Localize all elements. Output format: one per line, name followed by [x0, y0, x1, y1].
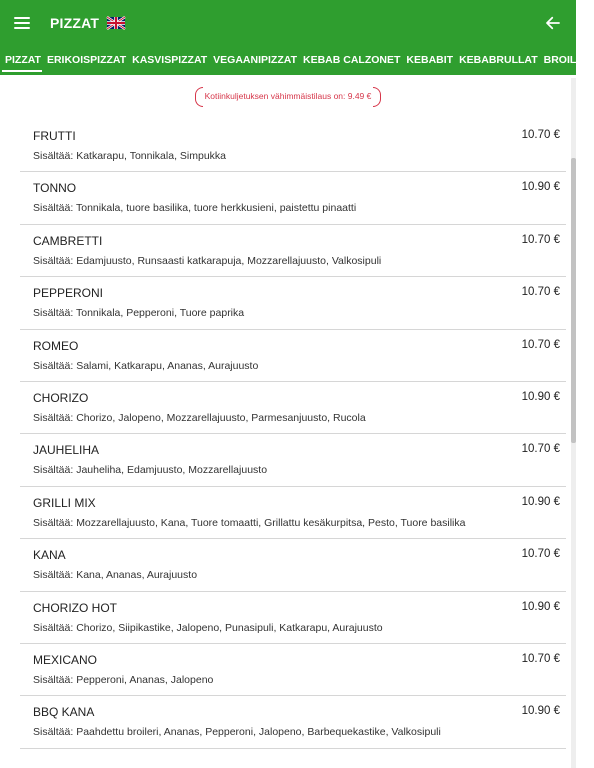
item-price: 10.90 €: [521, 495, 560, 508]
item-name: JAUHELIHA: [33, 443, 100, 458]
item-description: Sisältää: Katkarapu, Tonnikala, Simpukka: [33, 150, 226, 162]
item-name: TONNO: [33, 181, 77, 196]
item-description: Sisältää: Salami, Katkarapu, Ananas, Aurajuusto: [33, 359, 259, 372]
item-price: 10.70 €: [521, 652, 560, 665]
list-item[interactable]: [20, 330, 566, 382]
list-item[interactable]: [20, 172, 566, 224]
min-order-text: Kotiinkuljetuksen vähimmäistilaus on: 9.49 €: [195, 88, 382, 104]
menu-list: [20, 120, 566, 749]
list-item[interactable]: [20, 644, 566, 696]
item-name: BBQ KANA: [33, 705, 95, 720]
category-tabs: [0, 46, 591, 75]
uk-flag-icon[interactable]: [107, 17, 125, 29]
item-price: 10.90 €: [521, 600, 560, 613]
item-price: 10.90 €: [521, 705, 560, 718]
item-name: KANA: [33, 548, 66, 563]
item-description: Sisältää: Pepperoni, Ananas, Jalopeno: [33, 673, 214, 686]
item-price: 10.70 €: [521, 443, 560, 456]
item-price: 10.70 €: [521, 286, 560, 299]
scrollbar-track[interactable]: [571, 78, 576, 768]
item-description: Sisältää: Jauheliha, Edamjuusto, Mozzarellajuusto: [33, 464, 268, 477]
min-order-notice: [0, 86, 576, 104]
tab-kebab-calzonet[interactable]: KEBAB CALZONET: [302, 54, 401, 66]
item-price: 10.90 €: [521, 181, 560, 194]
tab-pizzat[interactable]: PIZZAT: [0, 46, 44, 75]
list-item[interactable]: [20, 696, 566, 748]
list-item[interactable]: [20, 592, 566, 644]
item-name: CHORIZO: [33, 390, 89, 405]
tab-kebabrullat[interactable]: KEBABRULLAT: [459, 54, 538, 66]
list-item[interactable]: [20, 225, 566, 277]
item-name: ROMEO: [33, 338, 79, 353]
item-price: 10.70 €: [521, 129, 560, 141]
item-description: Sisältää: Tonnikala, Pepperoni, Tuore paprika: [33, 307, 245, 320]
item-description: Sisältää: Chorizo, Siipikastike, Jalopeno, Punasipuli, Katkarapu, Aurajuusto: [33, 621, 383, 634]
item-name: CHORIZO HOT: [33, 600, 117, 615]
item-description: Sisältää: Paahdettu broileri, Ananas, Pepperoni, Jalopeno, Barbequekastike, Valkosipuli: [33, 726, 441, 739]
list-item[interactable]: [20, 487, 566, 539]
arrow-left-icon[interactable]: [544, 14, 562, 32]
list-item[interactable]: [20, 120, 566, 172]
scrollbar-thumb[interactable]: [571, 158, 576, 443]
item-description: Sisältää: Kana, Ananas, Aurajuusto: [33, 569, 198, 582]
app-bar: [0, 0, 576, 46]
item-name: MEXICANO: [33, 652, 98, 667]
page-title: PIZZAT: [50, 15, 100, 31]
list-item[interactable]: [20, 434, 566, 486]
item-price: 10.70 €: [521, 233, 560, 246]
tab-kebabit[interactable]: KEBABIT: [406, 54, 454, 66]
list-item[interactable]: [20, 539, 566, 591]
hamburger-menu-icon[interactable]: [14, 16, 34, 30]
tab-erikoispizzat[interactable]: ERIKOISPIZZAT: [46, 54, 127, 66]
item-name: PEPPERONI: [33, 286, 104, 301]
item-description: Sisältää: Tonnikala, tuore basilika, tuore herkkusieni, paistettu pinaatti: [33, 202, 357, 215]
tab-broiler[interactable]: BROILER: [543, 54, 591, 66]
list-item[interactable]: [20, 277, 566, 329]
item-description: Sisältää: Mozzarellajuusto, Kana, Tuore tomaatti, Grillattu kesäkurpitsa, Pesto, Tuore basilika: [33, 516, 466, 529]
tab-kasvispizzat[interactable]: KASVISPIZZAT: [132, 54, 208, 66]
item-description: Sisältää: Edamjuusto, Runsaasti katkarapuja, Mozzarellajuusto, Valkosipuli: [33, 254, 382, 267]
list-item[interactable]: [20, 382, 566, 434]
item-price: 10.90 €: [521, 390, 560, 403]
item-name: GRILLI MIX: [33, 495, 96, 510]
tab-vegaanipizzat[interactable]: VEGAANIPIZZAT: [213, 54, 297, 66]
item-name: FRUTTI: [33, 129, 76, 143]
item-description: Sisältää: Chorizo, Jalopeno, Mozzarellajuusto, Parmesanjuusto, Rucola: [33, 411, 366, 424]
item-price: 10.70 €: [521, 338, 560, 351]
item-price: 10.70 €: [521, 548, 560, 561]
item-name: CAMBRETTI: [33, 233, 103, 248]
